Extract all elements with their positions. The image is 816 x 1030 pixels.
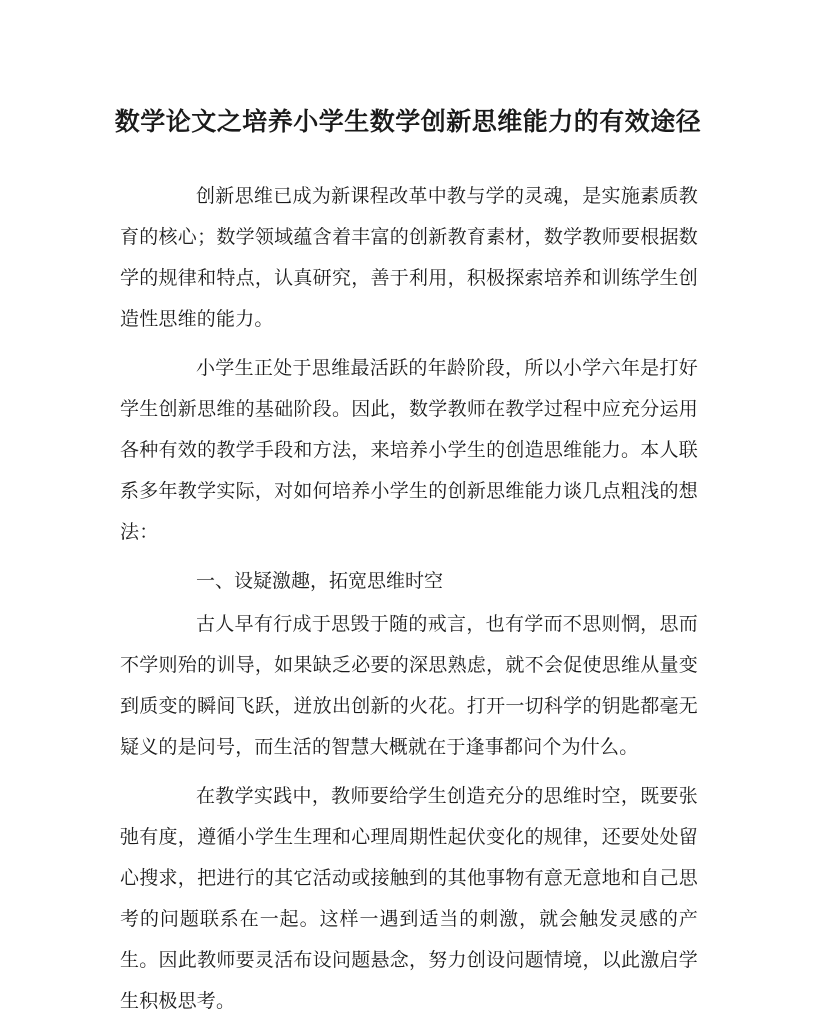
paragraph-section-1: 古人早有行成于思毁于随的戒言，也有学而不思则惘，思而不学则殆的训导，如果缺乏必要的深思熟虑，就不会促使思维从量变到质变的瞬间飞跃，迸放出创新的火花。打开一切科学的钥匙都毫无疑义的是问号，而生活的智慧大概就在于逢事都问个为什么。 [120, 613, 698, 758]
document-body [120, 176, 698, 1030]
document-title: 数学论文之培养小学生数学创新思维能力的有效途径 [114, 107, 702, 136]
paragraph-section-2: 在教学实践中，教师要给学生创造充分的思维时空，既要张弛有度，遵循小学生生理和心理周期性起伏变化的规律，还要处处留心搜求，把进行的其它活动或接触到的其他事物有意无意地和自己思考的问题联系在一起。这样一遇到适当的刺激，就会触发灵感的产生。因此教师要灵活布设问题悬念，努力创设问题情境，以此激启学生积极思考。 [120, 785, 698, 1012]
section-heading: 一、设疑激趣，拓宽思维时空 [196, 570, 444, 592]
paragraph-background: 小学生正处于思维最活跃的年龄阶段，所以小学六年是打好学生创新思维的基础阶段。因此，数学教师在教学过程中应充分运用各种有效的教学手段和方法，来培养小学生的创造思维能力。本人联系多年教学实际，对如何培养小学生的创新思维能力谈几点粗浅的想法： [120, 357, 698, 543]
paragraph-intro: 创新思维已成为新课程改革中教与学的灵魂，是实施素质教育的核心；数学领域蕴含着丰富的创新教育素材，数学教师要根据数学的规律和特点，认真研究，善于利用，积极探索培养和训练学生创造性思维的能力。 [120, 185, 698, 330]
